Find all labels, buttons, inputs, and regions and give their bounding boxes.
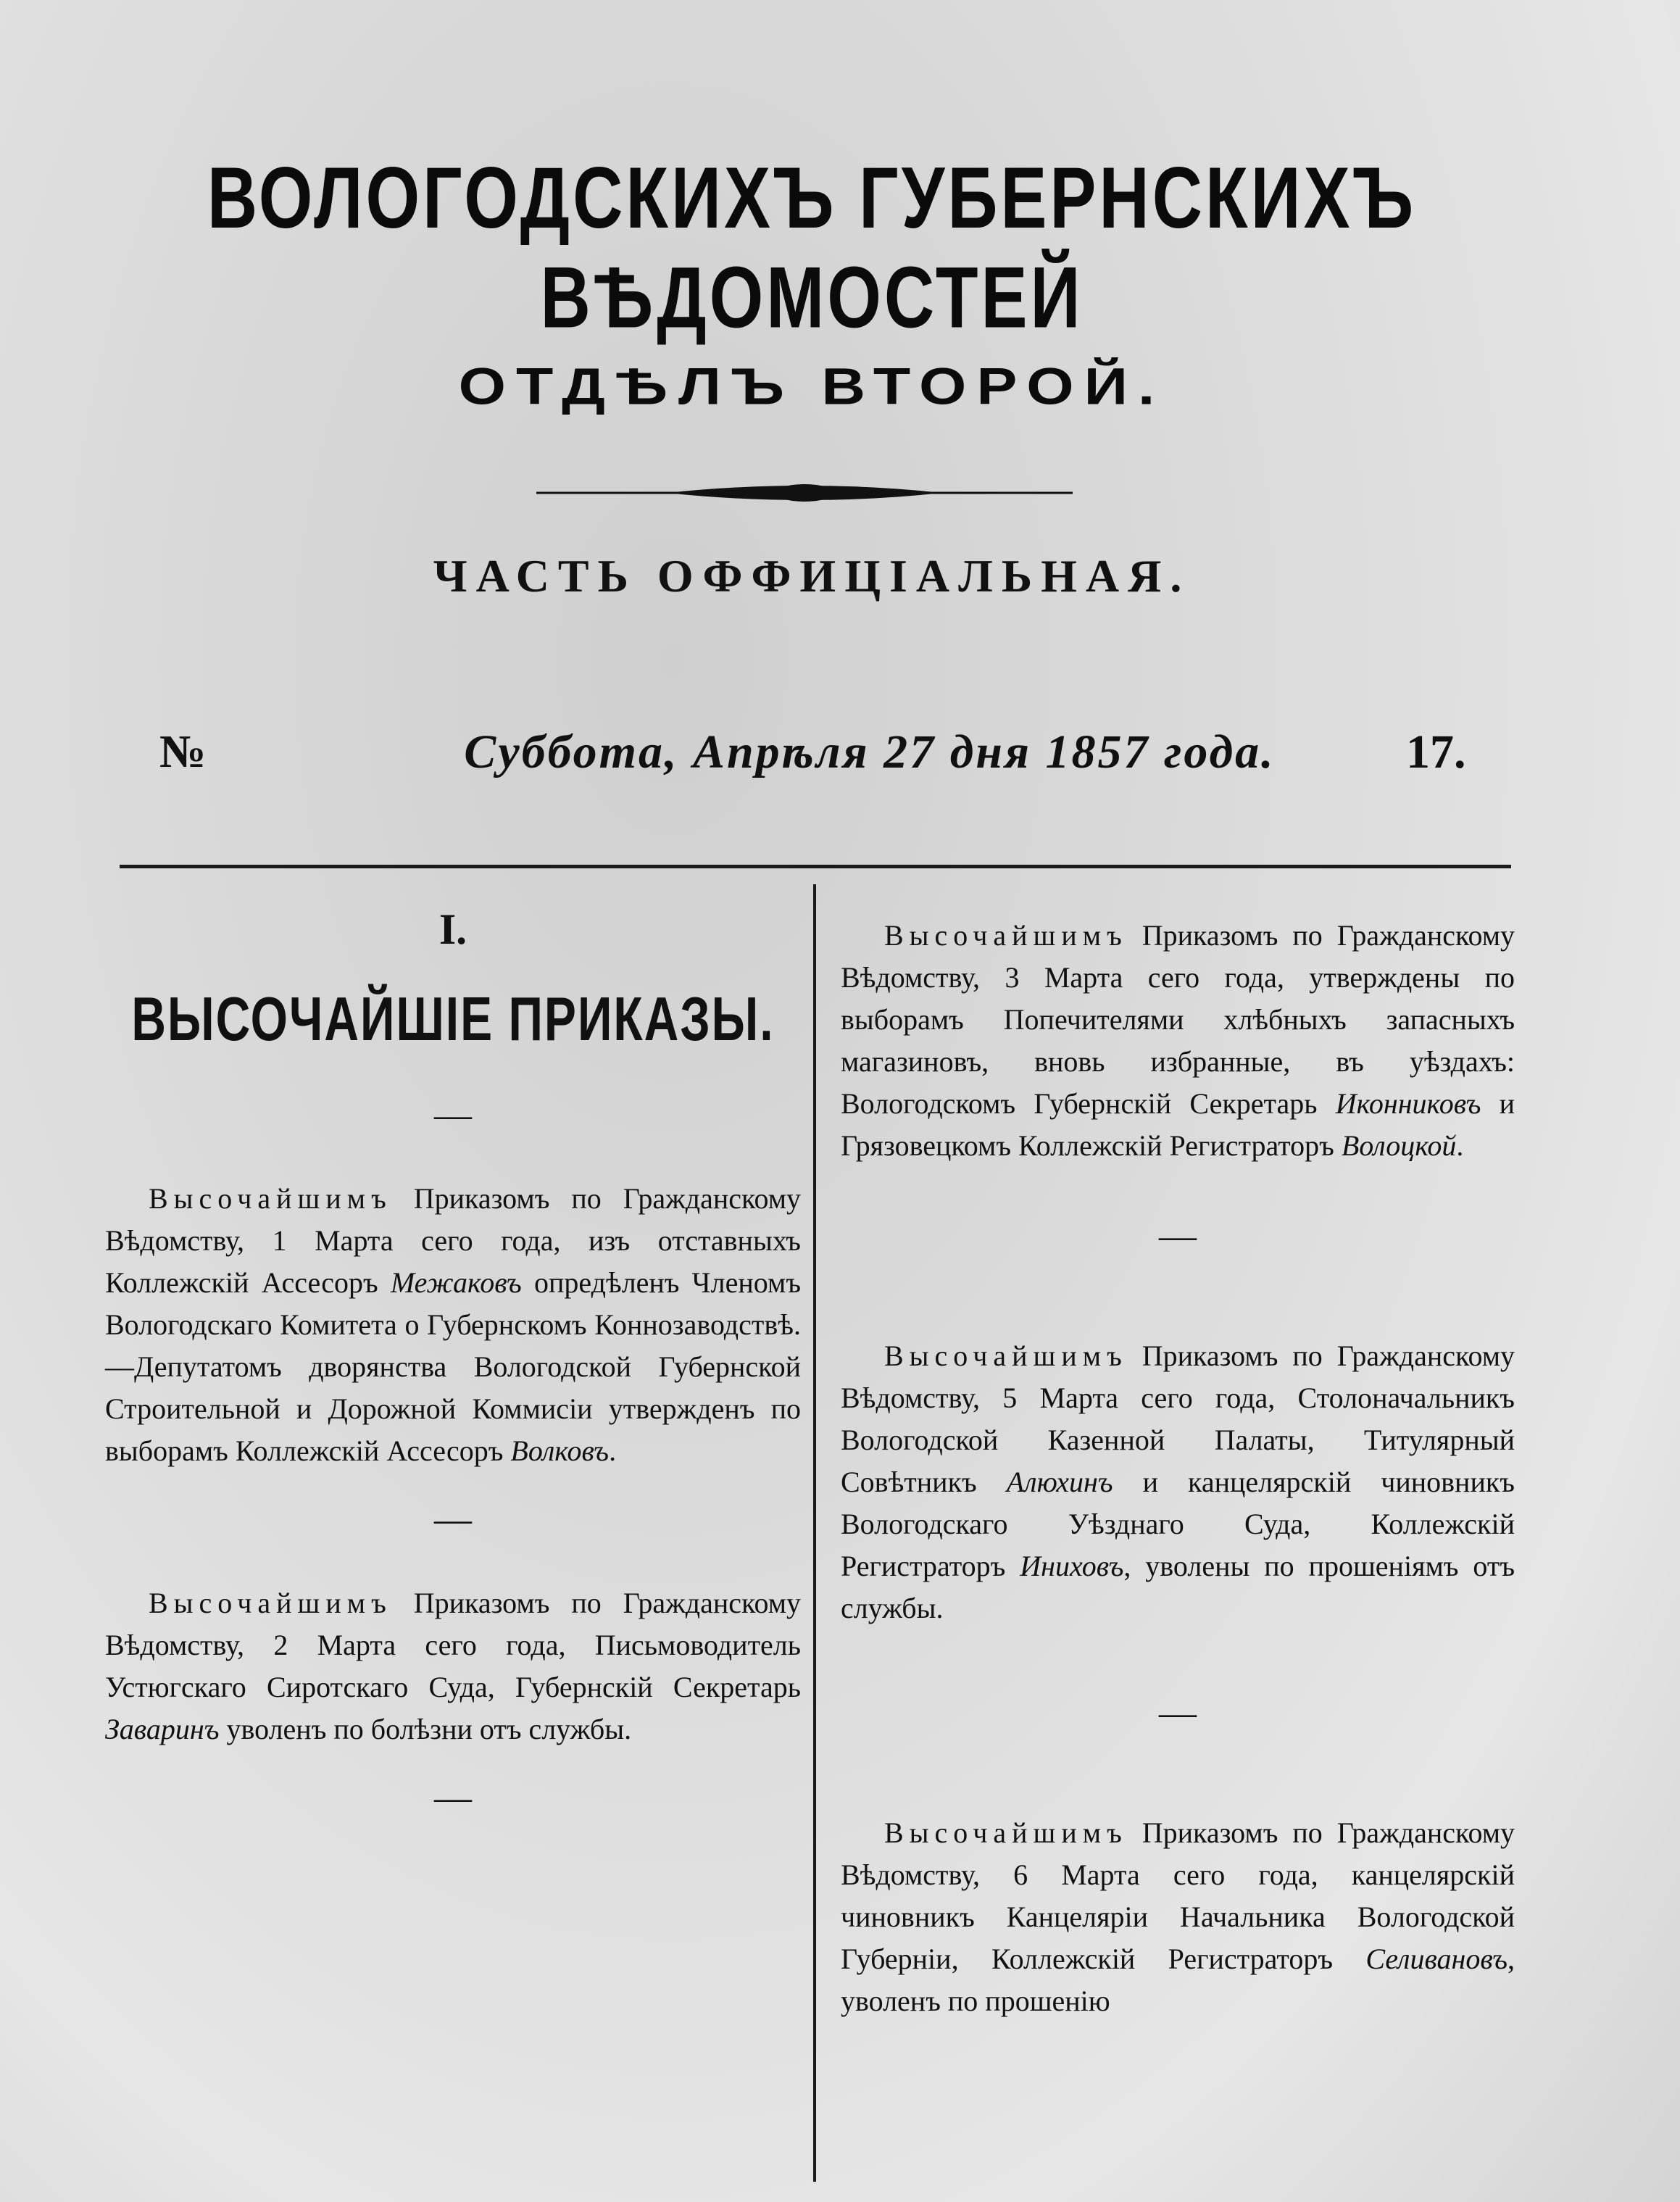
right-column — [841, 899, 1515, 2022]
person-name: Селивановъ — [1365, 1943, 1508, 1975]
masthead-title: ВОЛОГОДСКИХЪ ГУБЕРНСКИХЪ ВѢДОМОСТЕЙ — [207, 149, 1417, 346]
text: Приказомъ по Гражданскому Вѣдомству, 2 Марта сего года, Письмоводитель Устюгскаго Сиротскаго Суда, Губернскій Секретарь — [105, 1587, 801, 1703]
separator-dash: — — [434, 1499, 472, 1540]
text: уволенъ по болѣзни отъ службы. — [219, 1713, 632, 1745]
paragraph — [105, 1582, 801, 1750]
person-name: Волоцкой — [1341, 1129, 1457, 1162]
horizontal-rule — [120, 865, 1511, 868]
issue-date: Суббота, Апрѣля 27 дня 1857 года. — [464, 726, 1276, 778]
paragraph — [841, 1812, 1515, 2022]
lead-word: Высочайшимъ — [884, 1816, 1128, 1849]
text: . — [1456, 1129, 1464, 1162]
column-divider — [813, 884, 816, 2182]
text: Приказомъ по Гражданскому Вѣдомству, 6 Марта сего года, канцелярскій чиновникъ Канцеляріи Начальника Вологодской Губерніи, Коллежскій Регистраторъ — [841, 1816, 1515, 1975]
separator-dash: — — [1159, 1216, 1197, 1257]
lead-word: Высочайшимъ — [884, 1339, 1128, 1372]
separator-dash: — — [434, 1777, 472, 1819]
person-name: Иконниковъ — [1335, 1087, 1481, 1120]
text: . — [609, 1434, 617, 1467]
lead-word: Высочайшимъ — [149, 1182, 392, 1215]
dateline — [116, 725, 1508, 797]
paragraph — [841, 1335, 1515, 1629]
text: и Грязовецкомъ Коллежскій Регистраторъ — [841, 1087, 1515, 1162]
person-name: Заваринъ — [105, 1713, 220, 1745]
lead-word: Высочайшимъ — [149, 1587, 392, 1619]
paragraph — [841, 915, 1515, 1167]
separator-dash: — — [434, 1094, 472, 1136]
section-number: I. — [438, 905, 467, 953]
separator-dash: — — [1159, 1692, 1197, 1734]
text: опредѣленъ Членомъ Вологодскаго Комитета о Губернскомъ Коннозаводствѣ.—Депутатомъ дворянства Вологодской Губернской Строительной и Дорожной Коммисіи утвержденъ по выборамъ Коллежскій Ассесоръ — [105, 1266, 801, 1467]
person-name: Межаковъ — [390, 1266, 522, 1299]
text: Приказомъ по Гражданскому Вѣдомству, 1 Марта сего года, изъ отставныхъ Коллежскій Ассесоръ — [105, 1182, 801, 1299]
lead-word: Высочайшимъ — [884, 919, 1128, 952]
text: Приказомъ по Гражданскому Вѣдомству, 5 Марта сего года, Столоначальникъ Вологодской Казенной Палаты, Титулярный Совѣтникъ — [841, 1339, 1515, 1498]
left-column — [105, 899, 801, 1861]
ornament-divider — [536, 475, 1073, 511]
text: , уволены по прошеніямъ отъ службы. — [841, 1550, 1515, 1624]
issue-number: 17. — [1406, 726, 1466, 778]
text: и канцелярскій чиновникъ Вологодскаго Уѣзднаго Суда, Коллежскій Регистраторъ — [841, 1466, 1515, 1582]
part-heading: ЧАСТЬ ОФФИЦІАЛЬНАЯ. — [433, 550, 1191, 602]
section-heading: ОТДѢЛЪ ВТОРОЙ. — [458, 357, 1165, 416]
person-name: Иниховъ — [1020, 1550, 1124, 1582]
person-name: Волковъ — [510, 1434, 610, 1467]
text: Приказомъ по Гражданскому Вѣдомству, 3 Марта сего года, утверждены по выборамъ Попечителями хлѣбныхъ запасныхъ магазиновъ, вновь избранные, въ уѣздахъ: Вологодскомъ Губернскій Секретарь — [841, 919, 1515, 1120]
section-title: ВЫСОЧАЙШІЕ ПРИКАЗЫ. — [131, 983, 775, 1054]
paragraph — [105, 1178, 801, 1472]
person-name: Алюхинъ — [1006, 1466, 1113, 1498]
text: , уволенъ по прошенію — [841, 1943, 1515, 2017]
number-sign: № — [159, 726, 207, 777]
